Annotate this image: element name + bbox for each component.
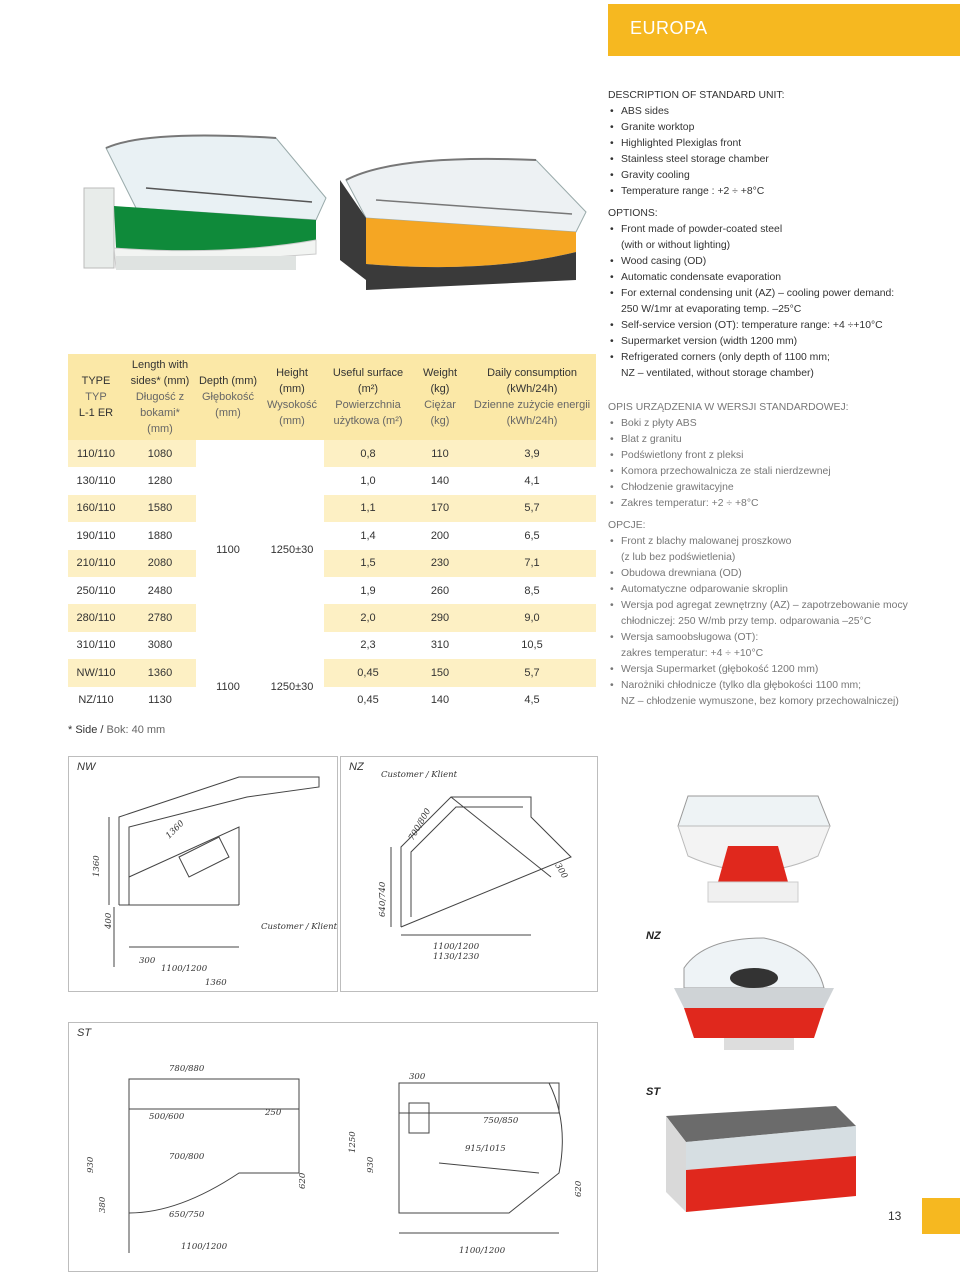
dim-300: 300 (139, 956, 156, 966)
dim-1100-right: 1100/1200 (459, 1246, 506, 1256)
table-header-row (68, 354, 596, 440)
list-item: • Front made of powder-coated steel (with or without lighting) (608, 222, 948, 254)
dim-930-right: 930 (366, 1156, 376, 1173)
dim-620-right: 620 (574, 1180, 584, 1197)
list-item: • Granite worktop (608, 120, 948, 136)
nz-corner-photo (668, 786, 838, 906)
cell-consumption: 5,7 (468, 659, 596, 686)
nz-drawing-frame (340, 756, 598, 992)
cell-weight: 260 (412, 577, 468, 604)
cell-type: 190/110 (68, 522, 124, 549)
list-item: • Boki z płyty ABS (608, 416, 948, 432)
cell-weight: 200 (412, 522, 468, 549)
length-header: Length with sides* (mm) (130, 359, 190, 387)
page-number-tab (870, 1198, 960, 1234)
cell-length: 1360 (124, 659, 196, 686)
cell-length: 2080 (124, 550, 196, 577)
cell-consumption: 4,5 (468, 687, 596, 714)
consumption-header-pl: Dzienne zużycie energii (kWh/24h) (473, 399, 591, 427)
brand-banner (608, 4, 960, 56)
cell-consumption: 4,1 (468, 467, 596, 494)
depth-header-pl: Głębokość (mm) (202, 391, 254, 419)
list-item: • Obudowa drewniana (OD) (608, 566, 948, 582)
dim-1100: 1100/1200 (161, 964, 208, 974)
type-header: TYPE (81, 375, 111, 387)
col-weight (412, 354, 468, 440)
list-item: • Front z blachy malowanej proszkowo (z lub bez podświetlenia) (608, 534, 948, 566)
cell-length: 1080 (124, 440, 196, 467)
cell-length: 2480 (124, 577, 196, 604)
list-item: • Highlighted Plexiglas front (608, 136, 948, 152)
customer-label: Customer / Klient (381, 770, 458, 780)
page-number: 13 (888, 1209, 902, 1223)
cell-weight: 170 (412, 495, 468, 522)
list-item: • Automatic condensate evaporation (608, 270, 948, 286)
dim-640: 640/740 (378, 881, 388, 917)
cell-depth-merged-corner: 1100 (196, 659, 260, 714)
nz-label: NZ (349, 761, 364, 773)
nw-label: NW (77, 761, 96, 773)
list-item: • For external condensing unit (AZ) – cooling power demand: 250 W/1mr at evaporating temp. –25°C (608, 286, 948, 318)
cell-type: 310/110 (68, 632, 124, 659)
cell-surface: 1,4 (324, 522, 412, 549)
list-item: • Blat z granitu (608, 432, 948, 448)
col-consumption (468, 354, 596, 440)
dim-915: 915/1015 (465, 1144, 506, 1154)
nw-drawing-frame (68, 756, 338, 992)
table-row (68, 659, 596, 686)
list-item: • Narożniki chłodnicze (tylko dla głębokości 1100 mm; NZ – chłodzenie wymuszone, bez komory przechowalniczej) (608, 678, 948, 710)
length-header-pl: Długość z bokami* (mm) (135, 391, 185, 435)
dim-1100: 1100/1200 (433, 942, 480, 952)
options-list-pl (608, 534, 948, 710)
st-photo-label: ST (646, 1086, 661, 1098)
dim-930-left: 930 (86, 1156, 96, 1173)
cell-length: 1580 (124, 495, 196, 522)
cell-weight: 310 (412, 632, 468, 659)
table-row (68, 604, 596, 631)
options-list-en (608, 222, 948, 382)
list-item: • Wersja Supermarket (głębokość 1200 mm) (608, 662, 948, 678)
dim-1360-vert: 1360 (92, 855, 102, 877)
cell-consumption: 8,5 (468, 577, 596, 604)
standard-list-pl (608, 416, 948, 512)
dim-400: 400 (104, 912, 114, 929)
cell-type: 250/110 (68, 577, 124, 604)
table-row (68, 440, 596, 467)
nw-technical-drawing (69, 757, 337, 991)
list-item: • Podświetlony front z pleksi (608, 448, 948, 464)
cell-consumption: 3,9 (468, 440, 596, 467)
cell-surface: 0,8 (324, 440, 412, 467)
description-panel (608, 88, 948, 710)
cell-surface: 1,1 (324, 495, 412, 522)
cell-surface: 1,5 (324, 550, 412, 577)
cell-length: 2780 (124, 604, 196, 631)
list-item: • Automatyczne odparowanie skroplin (608, 582, 948, 598)
cell-height-merged: 1250±30 (260, 440, 324, 659)
table-row (68, 632, 596, 659)
cell-length: 1280 (124, 467, 196, 494)
dim-1250: 1250 (348, 1131, 358, 1153)
cell-consumption: 10,5 (468, 632, 596, 659)
nz-corner-red-photo (664, 928, 844, 1058)
st-label: ST (77, 1027, 92, 1039)
weight-header: Weight (kg) (422, 367, 458, 395)
list-item: • Wood casing (OD) (608, 254, 948, 270)
list-item: • Stainless steel storage chamber (608, 152, 948, 168)
brand-title: EUROPA (630, 18, 708, 38)
dim-700: 700/800 (169, 1152, 205, 1162)
table-row (68, 467, 596, 494)
standard-list-en (608, 104, 948, 200)
weight-header-pl: Ciężar (kg) (424, 399, 456, 427)
standard-title-en: DESCRIPTION OF STANDARD UNIT: (608, 90, 785, 101)
height-header-pl: Wysokość (mm) (266, 399, 318, 427)
cell-weight: 140 (412, 687, 468, 714)
consumption-header: Daily consumption (kWh/24h) (487, 367, 577, 395)
cell-type: 280/110 (68, 604, 124, 631)
col-length (124, 354, 196, 440)
dim-780: 780/880 (169, 1064, 205, 1074)
cell-type: 130/110 (68, 467, 124, 494)
cell-consumption: 7,1 (468, 550, 596, 577)
cell-surface: 2,3 (324, 632, 412, 659)
col-height (260, 354, 324, 440)
st-drawing-frame (68, 1022, 598, 1272)
cell-height-merged-corner: 1250±30 (260, 659, 324, 714)
cell-type: 110/110 (68, 440, 124, 467)
surface-header-pl: Powierzchnia użytkowa (m²) (333, 399, 403, 427)
dim-1100-left: 1100/1200 (181, 1242, 228, 1252)
orange-display-case-photo (336, 140, 596, 300)
type-model: L-1 ER (78, 407, 114, 419)
dim-300: 300 (552, 861, 570, 881)
list-item: • ABS sides (608, 104, 948, 120)
dim-1360-diag: 1360 (164, 818, 187, 842)
options-title-en: OPTIONS: (608, 208, 658, 219)
dim-750: 750/850 (483, 1116, 519, 1126)
col-surface (324, 354, 412, 440)
list-item: • Chłodzenie grawitacyjne (608, 480, 948, 496)
dim-700: 700/800 (406, 806, 434, 843)
cell-weight: 150 (412, 659, 468, 686)
cell-type: NW/110 (68, 659, 124, 686)
footnote-pl: Bok: 40 mm (106, 724, 166, 736)
list-item: • Refrigerated corners (only depth of 1100 mm; NZ – ventilated, without storage chamber) (608, 350, 948, 382)
list-item: • Komora przechowalnicza ze stali nierdzewnej (608, 464, 948, 480)
cell-surface: 0,45 (324, 659, 412, 686)
type-header-pl: TYP (85, 391, 107, 403)
nz-technical-drawing (341, 757, 597, 991)
dim-1130: 1130/1230 (433, 952, 480, 962)
surface-header: Useful surface (m²) (332, 367, 404, 395)
cell-type: NZ/110 (68, 687, 124, 714)
height-header: Height (mm) (276, 367, 308, 395)
col-type (68, 354, 124, 440)
depth-header: Depth (mm) (198, 375, 258, 387)
spec-table (68, 354, 596, 714)
list-item: • Wersja samoobsługowa (OT): zakres temperatur: +4 ÷ +10°C (608, 630, 948, 662)
cell-consumption: 6,5 (468, 522, 596, 549)
cell-length: 1880 (124, 522, 196, 549)
list-item: • Temperature range : +2 ÷ +8°C (608, 184, 948, 200)
st-technical-drawing (69, 1023, 597, 1271)
cell-weight: 140 (412, 467, 468, 494)
st-counter-photo (656, 1096, 866, 1226)
cell-surface: 2,0 (324, 604, 412, 631)
green-display-case-photo (76, 128, 336, 278)
cell-surface: 1,0 (324, 467, 412, 494)
table-row (68, 687, 596, 714)
dim-1360-bottom: 1360 (205, 978, 227, 988)
table-row (68, 550, 596, 577)
footnote (68, 724, 165, 736)
cell-weight: 230 (412, 550, 468, 577)
list-item: • Gravity cooling (608, 168, 948, 184)
customer-label: Customer / Klient (261, 922, 337, 932)
dim-380: 380 (98, 1196, 108, 1213)
cell-weight: 110 (412, 440, 468, 467)
dim-300: 300 (409, 1072, 426, 1082)
cell-length: 1130 (124, 687, 196, 714)
dim-250: 250 (265, 1108, 282, 1118)
cell-length: 3080 (124, 632, 196, 659)
list-item: • Wersja pod agregat zewnętrzny (AZ) – zapotrzebowanie mocy chłodniczej: 250 W/mb przy temp. odparowania –25°C (608, 598, 948, 630)
standard-title-pl: OPIS URZĄDZENIA W WERSJI STANDARDOWEJ: (608, 402, 849, 413)
cell-type: 160/110 (68, 495, 124, 522)
table-row (68, 522, 596, 549)
list-item: • Self-service version (OT): temperature range: +4 ÷+10°C (608, 318, 948, 334)
list-item: • Supermarket version (width 1200 mm) (608, 334, 948, 350)
cell-consumption: 9,0 (468, 604, 596, 631)
table-row (68, 577, 596, 604)
cell-weight: 290 (412, 604, 468, 631)
nz-photo-label: NZ (646, 930, 661, 942)
cell-surface: 1,9 (324, 577, 412, 604)
cell-type: 210/110 (68, 550, 124, 577)
cell-consumption: 5,7 (468, 495, 596, 522)
table-row (68, 495, 596, 522)
dim-500: 500/600 (149, 1112, 185, 1122)
list-item: • Zakres temperatur: +2 ÷ +8°C (608, 496, 948, 512)
col-depth (196, 354, 260, 440)
cell-surface: 0,45 (324, 687, 412, 714)
cell-depth-merged: 1100 (196, 440, 260, 659)
options-title-pl: OPCJE: (608, 520, 646, 531)
dim-620-left: 620 (298, 1172, 308, 1189)
footnote-en: * Side / (68, 724, 104, 736)
dim-650: 650/750 (169, 1210, 205, 1220)
